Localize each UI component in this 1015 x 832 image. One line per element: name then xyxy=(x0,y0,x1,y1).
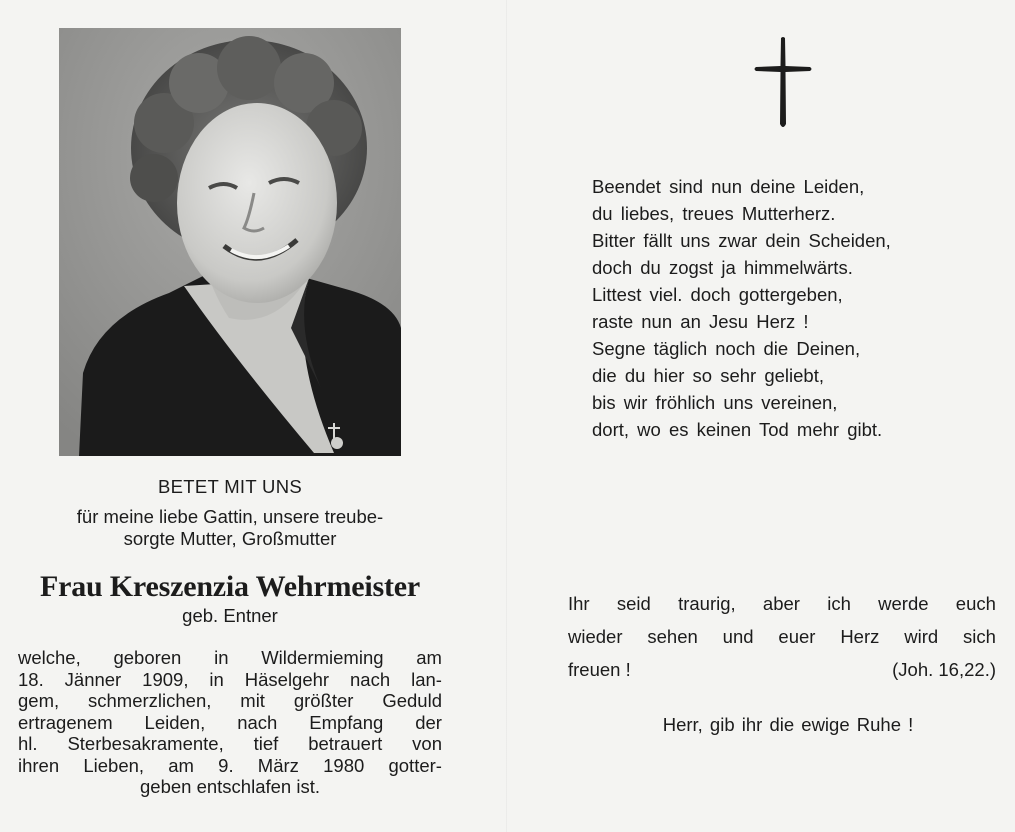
word: werde xyxy=(878,593,929,614)
word: gem, xyxy=(18,690,60,711)
bio-line xyxy=(18,712,442,734)
poem-line: raste nun an Jesu Herz ! xyxy=(592,311,809,332)
bio-line xyxy=(18,733,442,755)
word: in xyxy=(209,668,224,690)
word: Empfang xyxy=(309,711,384,733)
word: Häselgehr xyxy=(244,668,330,690)
closing-prayer: Herr, gib ihr die ewige Ruhe ! xyxy=(662,714,914,735)
bible-verse xyxy=(568,587,996,686)
word: ertragenem xyxy=(18,711,113,733)
word: Leiden, xyxy=(144,711,206,733)
word: 1980 xyxy=(323,754,365,776)
word: in xyxy=(214,647,229,668)
word: hl. xyxy=(18,733,38,754)
word: 18. xyxy=(18,668,44,690)
bio-line-last: geben entschlafen ist. xyxy=(140,776,320,797)
word: lan- xyxy=(411,668,442,690)
poem xyxy=(592,173,982,443)
word: aber xyxy=(762,593,800,614)
word: gotter- xyxy=(388,754,442,776)
verse-line xyxy=(568,620,996,653)
word: mit xyxy=(240,690,265,711)
word: 1909, xyxy=(142,668,189,690)
intro-line: sorgte Mutter, Großmutter xyxy=(123,528,337,549)
card-fold xyxy=(506,0,507,832)
poem-line: doch du zogst ja himmelwärts. xyxy=(592,257,853,278)
word: Herz xyxy=(840,626,880,647)
word: euch xyxy=(955,593,996,614)
poem-line: Littest viel. doch gottergeben, xyxy=(592,284,843,305)
deceased-name: Frau Kreszenzia Wehrmeister xyxy=(39,570,421,603)
word: traurig, xyxy=(678,593,736,614)
word: wieder xyxy=(568,626,623,647)
poem-line: Segne täglich noch die Deinen, xyxy=(592,338,861,359)
word: und xyxy=(722,626,754,647)
word: 9. xyxy=(218,754,234,776)
word: von xyxy=(412,733,442,754)
intro-line: für meine liebe Gattin, unsere treube- xyxy=(76,506,384,527)
bio-line xyxy=(18,647,442,669)
poem-line: Bitter fällt uns zwar dein Scheiden, xyxy=(592,230,891,251)
word: März xyxy=(257,754,299,776)
word: Sterbesakramente, xyxy=(67,733,224,754)
word: nach xyxy=(237,711,278,733)
word: am xyxy=(168,754,194,776)
verse-line xyxy=(568,587,996,620)
poem-line: die du hier so sehr geliebt, xyxy=(592,365,824,386)
word: seid xyxy=(616,593,651,614)
latin-cross-icon xyxy=(752,36,814,132)
word: geboren xyxy=(113,647,182,668)
poem-line: dort, wo es keinen Tod mehr gibt. xyxy=(592,419,883,440)
word: der xyxy=(415,711,442,733)
word: nach xyxy=(350,668,391,690)
verse-line-last xyxy=(568,653,996,686)
poem-line: bis wir fröhlich uns vereinen, xyxy=(592,392,838,413)
verse-end: freuen ! xyxy=(568,659,631,680)
word: sehen xyxy=(647,626,698,647)
poem-line: Beendet sind nun deine Leiden, xyxy=(592,176,865,197)
biography xyxy=(18,647,442,798)
word: Geduld xyxy=(382,690,442,711)
word: sich xyxy=(963,626,996,647)
word: größter xyxy=(293,690,354,711)
portrait-photo xyxy=(59,28,401,456)
word: schmerzlichen, xyxy=(88,690,212,711)
word: tief xyxy=(253,733,279,754)
word: euer xyxy=(778,626,816,647)
word: ich xyxy=(827,593,851,614)
prayer-heading: BETET MIT UNS xyxy=(157,476,303,497)
bio-line xyxy=(18,690,442,712)
bible-reference: (Joh. 16,22.) xyxy=(892,659,996,680)
intro-text xyxy=(12,506,448,550)
bio-line xyxy=(18,669,442,691)
birth-name: geb. Entner xyxy=(182,605,278,626)
word: ihren xyxy=(18,754,60,776)
word: Ihr xyxy=(568,593,590,614)
word: Jänner xyxy=(64,668,122,690)
word: am xyxy=(416,647,442,668)
bio-line xyxy=(18,755,442,777)
poem-line: du liebes, treues Mutterherz. xyxy=(592,203,836,224)
word: Wildermieming xyxy=(261,647,384,668)
word: Lieben, xyxy=(83,754,145,776)
word: wird xyxy=(904,626,939,647)
word: betrauert xyxy=(308,733,383,754)
word: welche, xyxy=(18,647,81,668)
